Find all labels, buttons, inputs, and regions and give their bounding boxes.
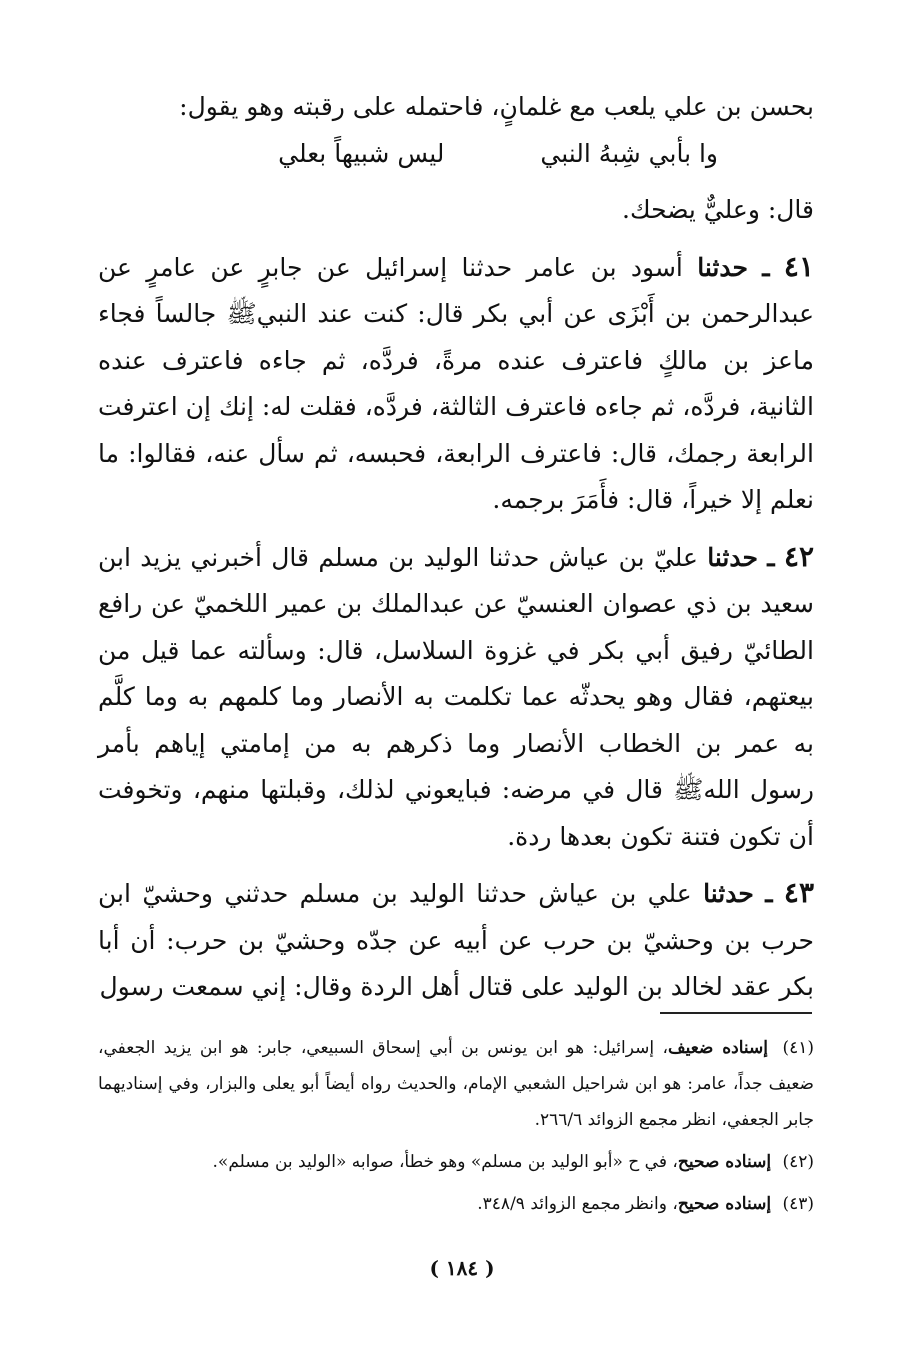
hadith-keyword: حدثنا <box>703 879 754 908</box>
hadith-text: عليّ بن عياش حدثنا الوليد بن مسلم قال أخبرني يزيد ابن سعيد بن ذي عصوان العنسيّ عن عبدالملك بن عمير اللخميّ عن رافع الطائيّ رفيق أبي بكر في غزوة السلاسل، قال: وسألته عما قيل من بيعتهم، فقال وهو يحدثّه عما تكلمت به الأنصار وما كلمهم به وما كلَّم به عمر بن الخطاب الأنصار وما ذكرهم به من إمامتي إياهم بأمر رسول اللهﷺ قال في مرضه: فبايعوني لذلك، وقبلتها منهم، وتخوفت أن تكون فتنة تكون بعدها ردة. <box>98 542 814 851</box>
verse-second-hemistich: ليس شبيهاً بعلي <box>278 138 445 168</box>
footnote-keyword: إسناده صحيح <box>677 1152 772 1172</box>
hadith-number: ٤١ <box>783 249 814 283</box>
footnote-42 <box>98 1144 814 1180</box>
hadith-keyword: حدثنا <box>707 542 758 572</box>
hadith-text: علي بن عياش حدثنا الوليد بن مسلم حدثني وحشيّ ابن حرب بن وحشيّ بن حرب عن أبيه عن جدّه وحشيّ بن حرب: أن أبا بكر عقد لخالد بن الوليد على قتال أهل الردة وقال: إني سمعت رسول <box>98 879 814 1001</box>
footnotes <box>98 1030 814 1228</box>
hadith-number: ٤٢ <box>783 539 815 573</box>
page-number: ( ١٨٤ ) <box>429 1256 495 1280</box>
footnote-number: (٤٢) <box>782 1152 814 1172</box>
footnote-41 <box>98 1030 814 1138</box>
footnote-keyword: إسناده ضعيف <box>667 1038 769 1058</box>
footnote-number: (٤١) <box>782 1038 814 1058</box>
closing-line: قال: وعليٌّ يضحك. <box>622 195 814 224</box>
footnote-keyword: إسناده صحيح <box>677 1194 772 1214</box>
hadith-text: أسود بن عامر حدثنا إسرائيل عن جابرٍ عن عامرٍ عن عبدالرحمن بن أَبْزَى عن أبي بكر قال: كنت عند النبيﷺ جالساً فجاء ماعز بن مالكٍ فاعترف عنده مرةً، فردَّه، ثم جاءه فاعترف عنده الثانية، فردَّه، ثم جاءه فاعترف الثالثة، فردَّه، فقلت له: إنك إن اعترفت الرابعة رجمك، قال: فاعترف الرابعة، فحبسه، ثم سأل عنه، فقالوا: ما نعلم إلا خيراً، قال: فأَمَرَ برجمه. <box>98 252 814 514</box>
footnote-text: ، إسرائيل: هو ابن يونس بن أبي إسحاق السبيعي، جابر: هو ابن يزيد الجعفي، ضعيف جداً، عامر: هو ابن شراحيل الشعبي الإمام، والحديث رواه أيضاً أبو يعلى والبزار، وفي إسناديهما جابر الجعفي، انظر مجمع الزوائد ٢٦٦/٦. <box>98 1038 814 1130</box>
hadith-42 <box>98 534 814 861</box>
intro-line: بحسن بن علي يلعب مع غلمانٍ، فاحتمله على رقبته وهو يقول: <box>179 92 814 121</box>
footnote-number: (٤٣) <box>782 1194 814 1214</box>
footnote-text: ، في ح «أبو الوليد بن مسلم» وهو خطأ، صوابه «الوليد بن مسلم». <box>212 1152 678 1172</box>
hadith-dash: ـ <box>767 542 775 572</box>
footnote-text: ، وانظر مجمع الزوائد ٣٤٨/٩. <box>477 1194 678 1214</box>
poetry-verse <box>98 131 814 178</box>
footnote-43 <box>98 1186 814 1222</box>
hadith-43 <box>98 870 814 1011</box>
verse-first-hemistich: وا بأبي شِبهُ النبي <box>540 138 718 168</box>
hadith-number: ٤٣ <box>783 876 814 909</box>
hadith-dash: ـ <box>762 252 770 282</box>
hadith-dash: ـ <box>765 879 773 908</box>
main-text <box>98 84 814 1021</box>
footnote-divider <box>660 1012 812 1014</box>
hadith-keyword: حدثنا <box>697 252 748 282</box>
hadith-41 <box>98 244 814 524</box>
